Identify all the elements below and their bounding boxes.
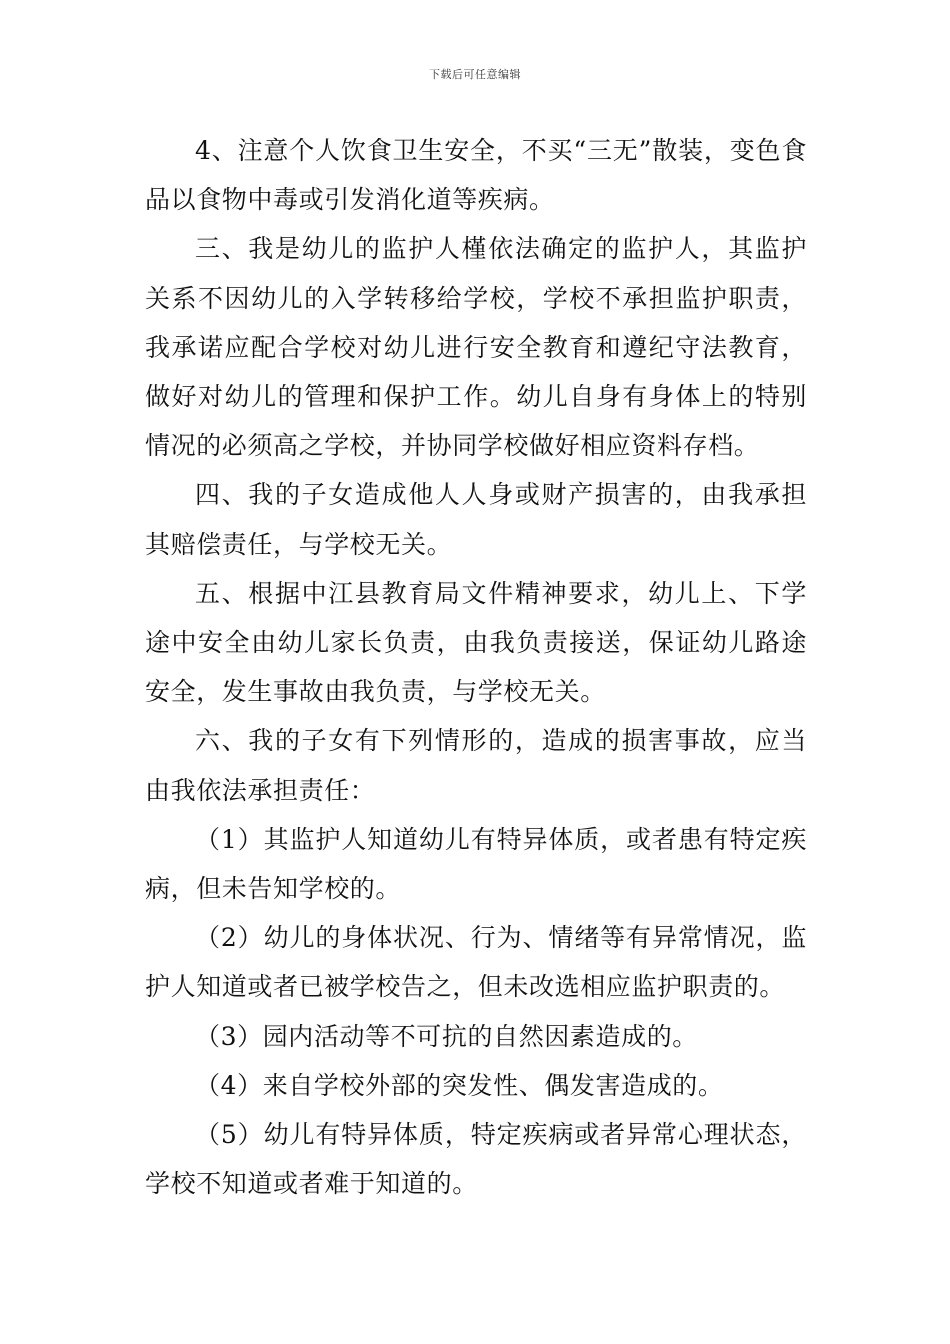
- paragraph-food-safety: 4、注意个人饮食卫生安全，不买“三无”散装，变色食品以食物中毒或引发消化道等疾病。: [145, 136, 807, 215]
- paragraph-guardian-duty: 三、我是幼儿的监护人槿依法确定的监护人，其监护关系不因幼儿的入学转移给学校，学校不承担监护职责，我承诺应配合学校对幼儿进行安全教育和遵纪守法教育，做好对幼儿的管理和保护工作。幼儿自身有身体上的特别情况的必须高之学校，并协同学校做好相应资料存档。: [145, 234, 807, 461]
- list-item-condition-2: （2）幼儿的身体状况、行为、情绪等有异常情况，监护人知道或者已被学校告之，但未改选相应监护职责的。: [145, 923, 807, 1002]
- paragraph-commute-safety: 五、根据中江县教育局文件精神要求，幼儿上、下学途中安全由幼儿家长负责，由我负责接送，保证幼儿路途安全，发生事故由我负责，与学校无关。: [145, 578, 807, 707]
- list-item-condition-3: （3）园内活动等不可抗的自然因素造成的。: [195, 1021, 698, 1051]
- page-header: 下载后可任意编辑: [429, 68, 521, 81]
- paragraph-liability-conditions: 六、我的子女有下列情形的，造成的损害事故，应当由我依法承担责任：: [145, 726, 807, 805]
- document-body: [145, 126, 807, 1208]
- list-item-condition-5: （5）幼儿有特异体质，特定疾病或者异常心理状态，学校不知道或者难于知道的。: [145, 1120, 807, 1199]
- list-item-condition-4: （4）来自学校外部的突发性、偶发害造成的。: [195, 1070, 724, 1100]
- paragraph-damage-liability: 四、我的子女造成他人人身或财产损害的，由我承担其赔偿责任，与学校无关。: [145, 480, 807, 559]
- list-item-condition-1: （1）其监护人知道幼儿有特异体质，或者患有特定疾病，但未告知学校的。: [145, 824, 807, 904]
